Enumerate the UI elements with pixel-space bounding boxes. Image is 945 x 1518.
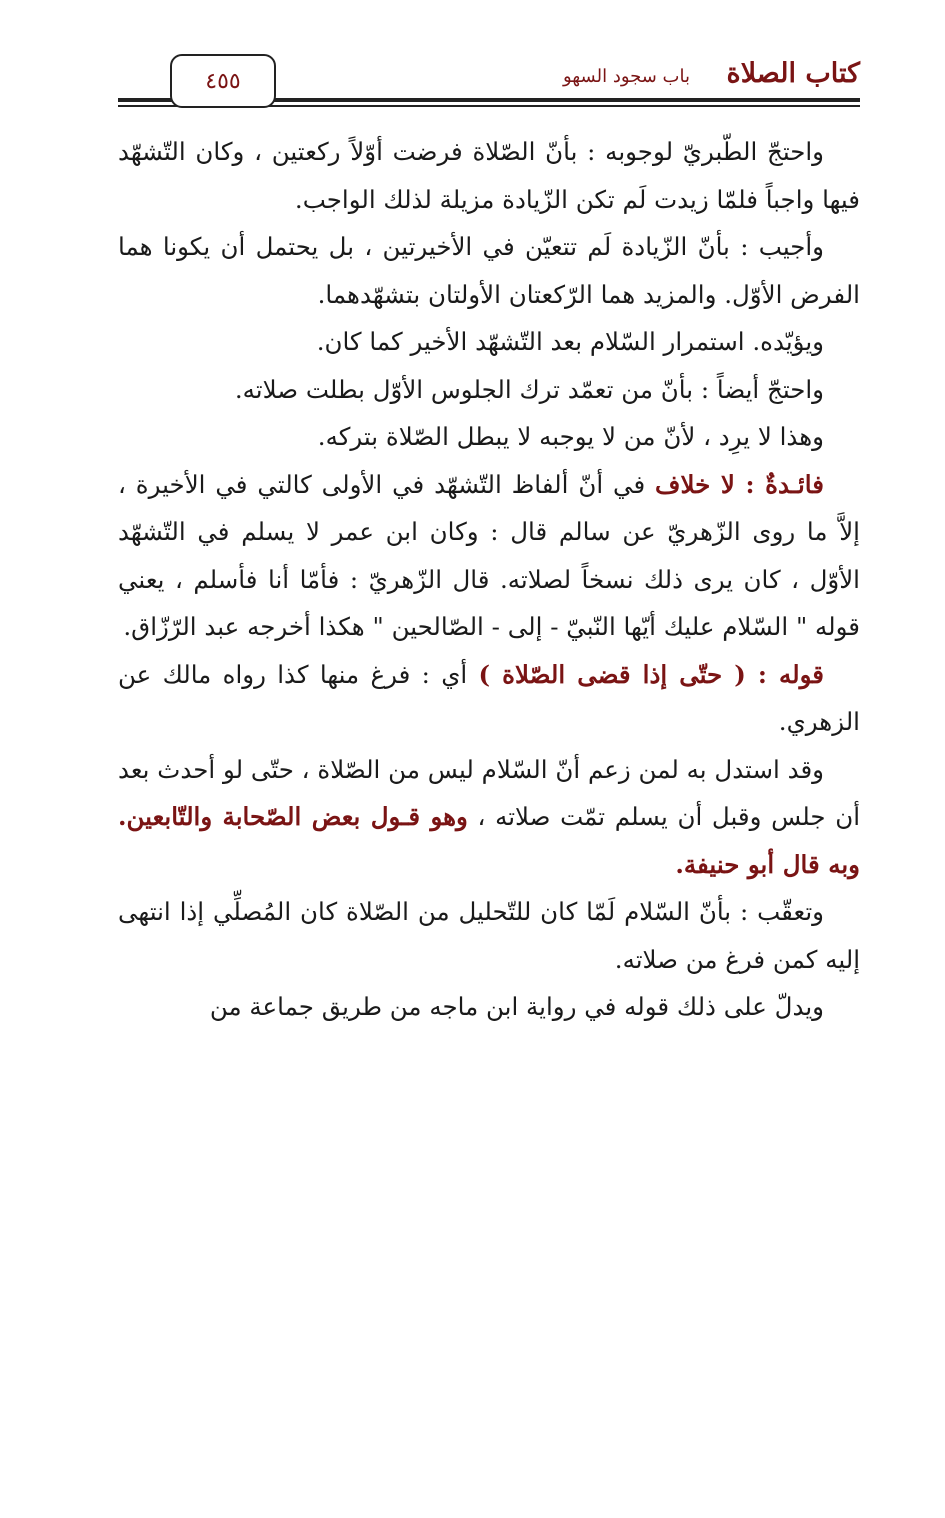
paragraph — [118, 888, 860, 983]
paragraph — [118, 746, 860, 889]
chapter-title: باب سجود السهو — [562, 66, 690, 87]
paragraph — [118, 413, 860, 461]
highlighted-text: وهو قـول بعض الصّحابة والتّابعين. وبه قال أبو حنيفة. — [118, 802, 860, 879]
paragraph-text: ويؤيّده. استمرار السّلام بعد التّشهّد الأخير كما كان. — [316, 327, 824, 356]
body-text — [118, 128, 860, 1031]
book-title: كتاب الصلاة — [726, 58, 860, 89]
paragraph-text: وقد استدل به لمن زعم أنّ السّلام ليس من الصّلاة ، حتّى لو أحدث بعد أن جلس وقبل أن يسلم تمّت صلاته ، — [118, 754, 860, 831]
paragraph-text: أي : فرغ منها كذا رواه مالك عن الزهري. — [118, 659, 860, 736]
paragraph — [118, 651, 860, 746]
paragraph-text: واحتجّ أيضاً : بأنّ من تعمّد ترك الجلوس الأوّل بطلت صلاته. — [234, 374, 824, 404]
page-number-box — [170, 54, 276, 108]
paragraph-text: وهذا لا يرِد ، لأنّ من لا يوجبه لا يبطل الصّلاة بتركه. — [317, 422, 824, 451]
paragraph — [118, 461, 860, 651]
paragraph-text: وتعقّب : بأنّ السّلام لَمّا كان للتّحليل من الصّلاة كان المُصلِّي إذا انتهى إليه كمن فرغ من صلاته. — [118, 897, 860, 974]
paragraph — [118, 128, 860, 223]
paragraph — [118, 366, 860, 414]
paragraph-text: في أنّ ألفاظ التّشهّد في الأولى كالتي في الأخيرة ، إلاَّ ما روى الزّهريّ عن سالم قال : وكان ابن عمر لا يسلم في التّشهّد الأوّل ، كان يرى ذلك نسخاً لصلاته. قال الزّهريّ : فأمّا أنا فأسلم ، يعني قوله " السّلام عليك أيّها النّبيّ - إلى - الصّالحين " هكذا أخرجه عبد الرّزّاق. — [118, 469, 860, 641]
paragraph-text: وأجيب : بأنّ الزّيادة لَم تتعيّن في الأخيرتين ، بل يحتمل أن يكونا هما الفرض الأوّل. والمزيد هما الرّكعتان الأولتان بتشهّدهما. — [118, 232, 860, 309]
highlighted-heading: فائـدةٌ : لا خلاف — [655, 469, 824, 499]
page-number: ٤٥٥ — [205, 68, 241, 94]
paragraph-text: ويدلّ على ذلك قوله في رواية ابن ماجه من طريق جماعة من — [209, 992, 824, 1021]
paragraph — [118, 318, 860, 366]
paragraph — [118, 983, 860, 1031]
highlighted-heading: قوله : ( حتّى إذا قضى الصّلاة ) — [478, 659, 824, 689]
paragraph — [118, 223, 860, 318]
paragraph-text: واحتجّ الطّبريّ لوجوبه : بأنّ الصّلاة فرضت أوّلاً ركعتين ، وكان التّشهّد فيها واجباً فلمّا زيدت لَم تكن الزّيادة مزيلة لذلك الواجب. — [118, 137, 860, 214]
